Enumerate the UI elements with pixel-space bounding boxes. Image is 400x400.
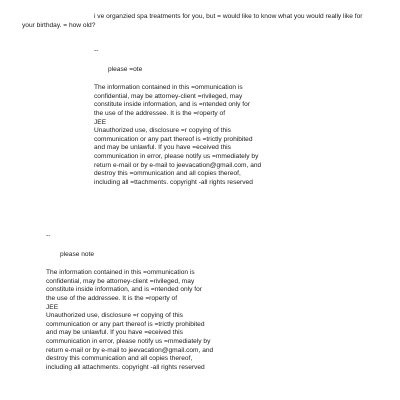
signature-separator: --	[94, 47, 99, 54]
disclaimer-text	[46, 269, 286, 372]
message-line: your birthday. = how old?	[22, 21, 96, 29]
disclaimer-line: including all =ttachments. copyright -all rights reserved	[94, 178, 253, 186]
disclaimer-line: communication or any part thereof is =trictly prohibited	[94, 135, 253, 143]
disclaimer-line: and may be unlawful. If you have =eceived this	[94, 144, 231, 152]
disclaimer-line: The information contained in this =ommunication is	[46, 269, 195, 277]
disclaimer-line: confidential, may be attorney-client =rivileged, may	[46, 277, 195, 285]
disclaimer-line: destroy this communication and all copies thereof,	[46, 355, 193, 363]
disclaimer-line: including all attachments. copyright -all rights reserved	[46, 363, 205, 371]
disclaimer-line: JEE	[46, 303, 59, 311]
note-heading: please =ote	[108, 65, 143, 73]
disclaimer-line: constitute inside information, and is =ntended only for	[46, 286, 202, 294]
disclaimer-line: constitute inside information, and is =ntended only for	[94, 101, 250, 109]
disclaimer-line: destroy this =ommunication and all copies thereof,	[94, 170, 241, 178]
disclaimer-line: confidential, may be attorney-client =rivileged, may	[94, 92, 243, 100]
disclaimer-line: the use of the addressee. It is the =roperty of	[46, 294, 178, 302]
disclaimer-text	[94, 84, 324, 187]
disclaimer-line: JEE	[94, 118, 107, 126]
disclaimer-line: Unauthorized use, disclosure =r copying of this	[46, 312, 183, 320]
disclaimer-line: return e-mail or by e-mail to jeevacation@gmail.com, and	[46, 346, 214, 354]
disclaimer-line: communication or any part thereof is =trictly prohibited	[46, 320, 205, 328]
message-line: i ve organzied spa treatments for you, but = would like to know what you would really like for	[94, 13, 363, 20]
disclaimer-line: and may be unlawful. If you have =eceived this	[46, 329, 183, 337]
disclaimer-line: communication in error, please notify us =mmediately by	[46, 337, 211, 345]
disclaimer-line: Unauthorized use, disclosure =r copying of this	[94, 127, 231, 135]
note-heading: please note	[60, 250, 95, 258]
disclaimer-line: return e-mail or by e-mail to jeevacation@gmail.com, and	[94, 161, 262, 169]
message-text	[22, 13, 382, 30]
signature-separator: --	[46, 232, 51, 239]
disclaimer-line: the use of the addressee. It is the =roperty of	[94, 109, 226, 117]
disclaimer-line: communication in error, please notify us =mmediately by	[94, 152, 259, 160]
disclaimer-line: The information contained in this =ommunication is	[94, 84, 243, 92]
signature-block-1	[94, 47, 324, 187]
signature-block-2	[46, 232, 286, 372]
